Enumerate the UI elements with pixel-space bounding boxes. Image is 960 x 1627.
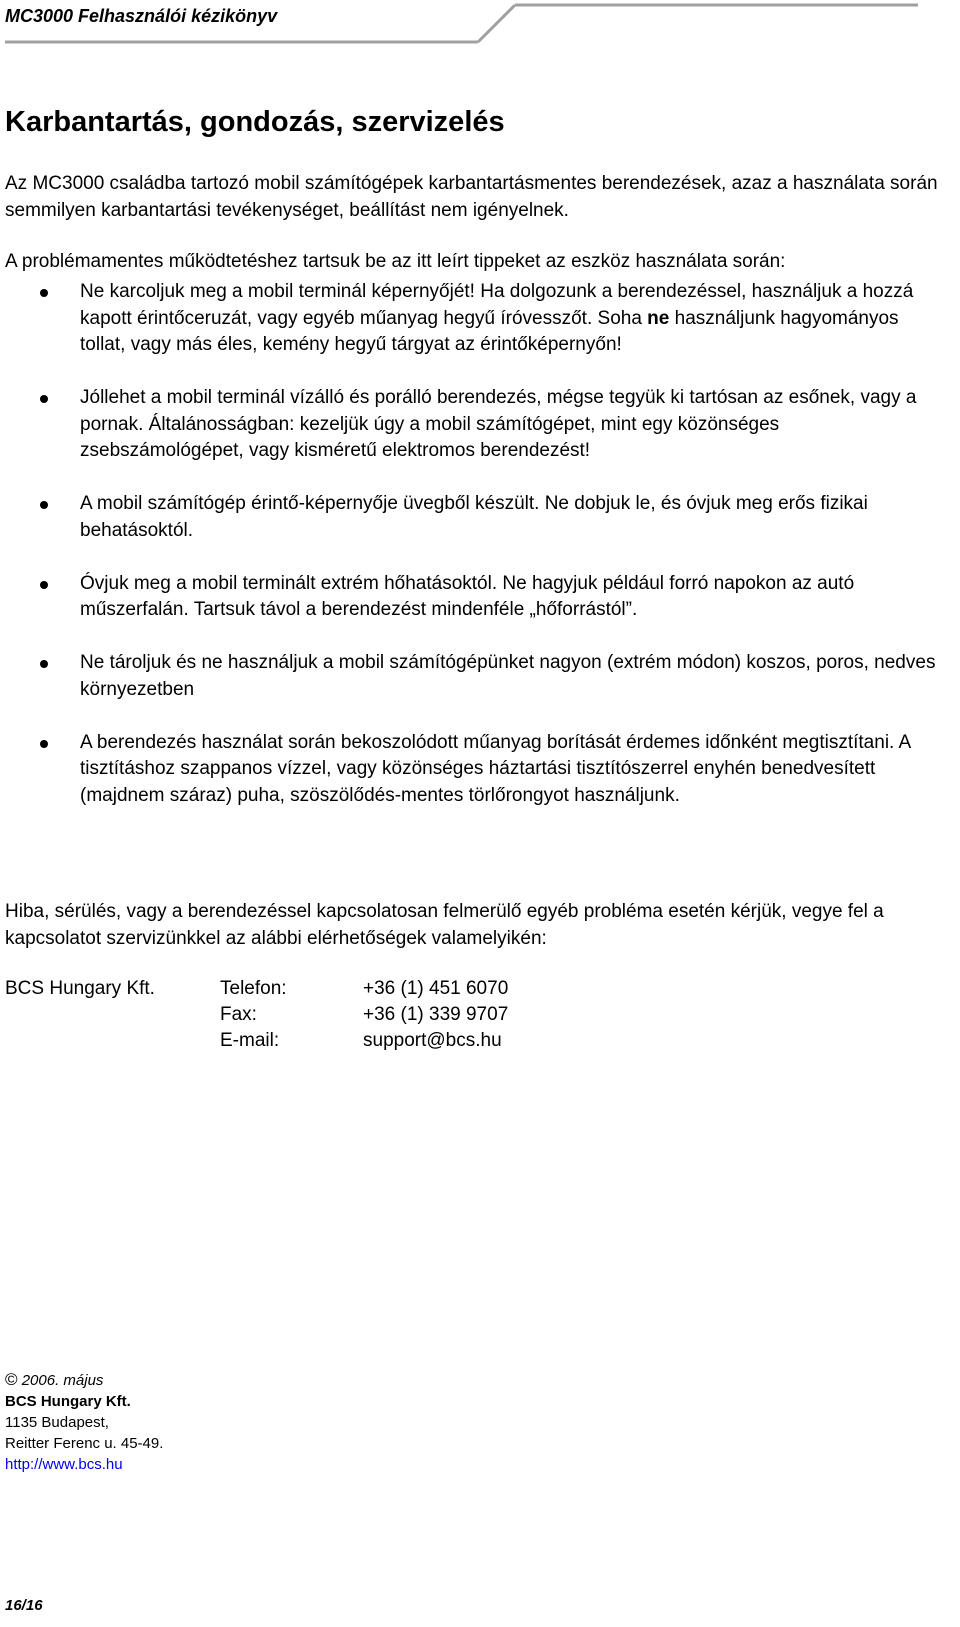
support-paragraph: Hiba, sérülés, vagy a berendezéssel kapcsolatosan felmerülő egyéb probléma esetén kérjük, vegye fel a kapcsolatot szervizünkkel az alábbi elérhetőségek valamelyikén: (5, 901, 884, 949)
bullet-icon (40, 289, 48, 297)
bullet-icon (40, 395, 48, 403)
list-item (0, 385, 940, 465)
list-item (0, 730, 940, 810)
bullet-text: Jóllehet a mobil terminál vízálló és porálló berendezés, mégse tegyük ki tartósan az esőnek, vagy a pornak. Általánosságban: kezeljük úgy a mobil számítógépet, mint egy közönséges zsebszámológépet, vagy kisméretű elektromos berendezést! (80, 387, 917, 461)
imprint-date: 2006. május (21, 1372, 104, 1389)
phone-value: +36 (1) 451 6070 (363, 978, 509, 999)
bullet-text: A berendezés használat során bekoszolódott műanyag borítását érdemes időnként megtisztítani. A tisztításhoz szappanos vízzel, vagy közönséges háztartási tisztítószerrel enyhén benedvesített (majdnem száraz) puha, szöszölődés-mentes törlőrongyot használjunk. (80, 731, 911, 806)
imprint-block (5, 1369, 163, 1475)
intro-paragraph: Az MC3000 családba tartozó mobil számítógépek karbantartásmentes berendezések, azaz a használata során semmilyen karbantartási tevékenységet, beállítást nem igényelnek. (5, 173, 938, 221)
list-item (0, 650, 940, 703)
bullet-icon (40, 501, 48, 509)
email-label: E-mail: (220, 1030, 280, 1051)
imprint-address-line2: Reitter Ferenc u. 45-49. (5, 1435, 164, 1452)
page-title: Karbantartás, gondozás, szervizelés (5, 106, 505, 138)
header-title: MC3000 Felhasználói kézikönyv (5, 6, 278, 26)
bullet-icon (40, 740, 48, 748)
bullet-text: Óvjuk meg a mobil terminált extrém hőhatásoktól. Ne hagyjuk például forró napokon az autó műszerfalán. Tartsuk távol a berendezést mindenféle „hőforrástól”. (80, 572, 855, 620)
list-item (0, 279, 940, 359)
list-item (0, 571, 940, 624)
website-link[interactable]: http://www.bcs.hu (5, 1456, 123, 1473)
bullet-text: Ne karcoljuk meg a mobil terminál képernyőjét! Ha dolgozunk a berendezéssel, használjuk a hozzá kapott érintőceruzát, vagy egyéb műanyag hegyű íróvesszőt. Soha (80, 281, 914, 329)
copyright-icon: © (5, 1370, 18, 1389)
phone-label: Telefon: (220, 978, 287, 999)
imprint-company: BCS Hungary Kft. (5, 1393, 131, 1410)
page-header (0, 0, 960, 46)
fax-value: +36 (1) 339 9707 (363, 1004, 509, 1025)
tips-lead-paragraph: A problémamentes működtetéshez tartsuk be az itt leírt tippeket az eszköz használata során: (5, 251, 786, 272)
email-value: support@bcs.hu (363, 1030, 502, 1051)
bullet-text: használjunk hagyományos tollat, vagy más éles, kemény hegyű tárgyat az érintőképernyőn! (80, 307, 899, 355)
page-number: 16/16 (5, 1597, 43, 1614)
imprint-address-line1: 1135 Budapest, (5, 1414, 109, 1431)
bullet-emphasis: ne (647, 307, 670, 329)
list-item (0, 491, 940, 544)
bullet-icon (40, 660, 48, 668)
bullet-text: Ne tároljuk és ne használjuk a mobil számítógépünket nagyon (extrém módon) koszos, poros, nedves környezetben (80, 652, 936, 700)
tips-list (0, 279, 940, 836)
bullet-icon (40, 581, 48, 589)
contact-company: BCS Hungary Kft. (5, 978, 155, 999)
fax-label: Fax: (220, 1004, 257, 1025)
bullet-text: A mobil számítógép érintő-képernyője üvegből készült. Ne dobjuk le, és óvjuk meg erős fizikai behatásoktól. (80, 493, 868, 541)
